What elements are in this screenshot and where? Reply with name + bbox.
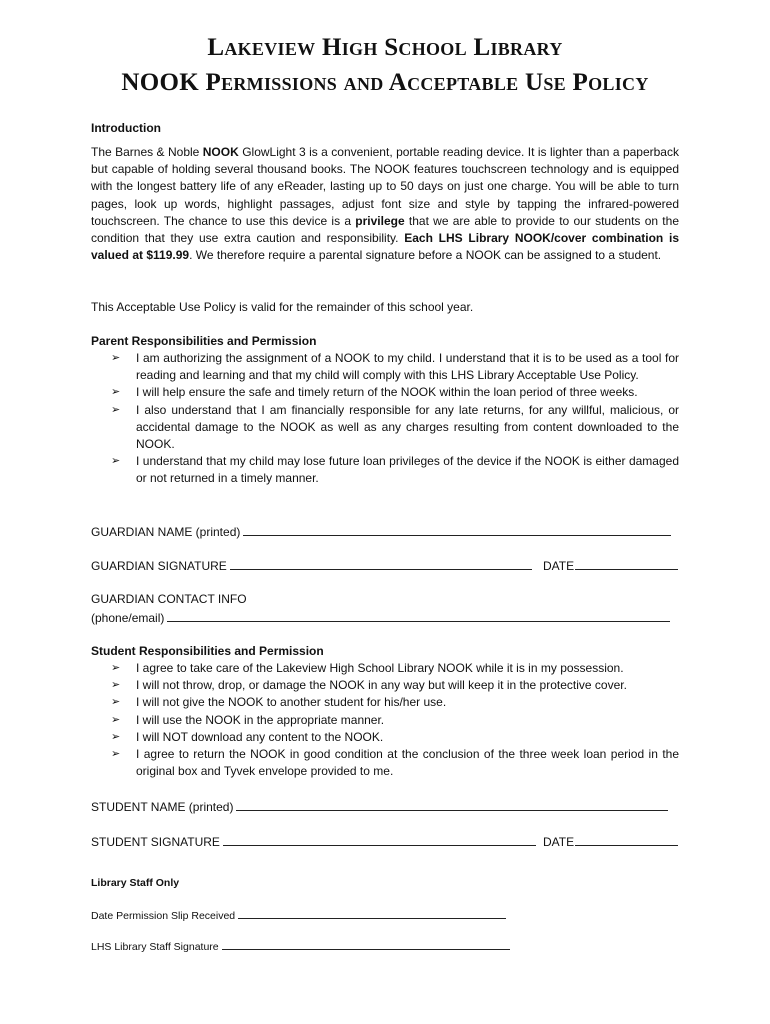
parent-responsibility-list bbox=[91, 350, 679, 488]
guardian-name-input[interactable] bbox=[243, 523, 671, 536]
list-item: ➢ I understand that my child may lose future loan privileges of the device if the NOOK is either damaged or not returned in a timely manner. bbox=[111, 454, 679, 486]
intro-text-1: The Barnes & Noble bbox=[91, 145, 203, 159]
intro-text-3: that we are able to provide to our students on the condition that they use extra caution and responsibility. bbox=[91, 213, 679, 246]
guardian-contact-label: GUARDIAN CONTACT INFO bbox=[91, 592, 247, 606]
student-name-field bbox=[91, 798, 668, 814]
list-item: ➢ I will not throw, drop, or damage the NOOK in any way but will keep it in the protective cover. bbox=[91, 677, 679, 694]
list-item: ➢ I will use the NOOK in the appropriate manner. bbox=[91, 712, 679, 729]
staff-signature-input[interactable] bbox=[222, 939, 510, 950]
staff-signature-field bbox=[91, 939, 510, 953]
list-item: ➢ I will help ensure the safe and timely return of the NOOK within the loan period of three weeks. bbox=[91, 384, 679, 401]
student-responsibility-list bbox=[91, 660, 679, 780]
guardian-signature-label: GUARDIAN SIGNATURE bbox=[91, 559, 227, 573]
student-section-heading: Student Responsibilities and Permission bbox=[91, 644, 324, 658]
arrow-bullet-icon: ➢ bbox=[111, 748, 121, 761]
list-item: ➢ I agree to return the NOOK in good condition at the conclusion of the three week loan period in the original box and Tyvek envelope provided to me. bbox=[111, 747, 679, 779]
arrow-bullet-icon: ➢ bbox=[111, 403, 121, 416]
guardian-contact-sub-label: (phone/email) bbox=[91, 611, 165, 625]
student-signature-input[interactable] bbox=[223, 833, 536, 846]
list-item: ➢ I also understand that I am financially responsible for any late returns, for any willful, malicious, or accidental damage to the NOOK as well as any charges resulting from content downloaded to the NOOK. bbox=[111, 402, 679, 452]
arrow-bullet-icon: ➢ bbox=[111, 730, 121, 743]
guardian-contact-input[interactable] bbox=[167, 609, 670, 622]
staff-signature-label: LHS Library Staff Signature bbox=[91, 941, 219, 953]
introduction-paragraph bbox=[91, 144, 679, 264]
parent-section-heading: Parent Responsibilities and Permission bbox=[91, 334, 317, 348]
guardian-name-field bbox=[91, 523, 671, 539]
arrow-bullet-icon: ➢ bbox=[111, 696, 121, 709]
validity-paragraph: This Acceptable Use Policy is valid for the remainder of this school year. bbox=[91, 300, 474, 314]
intro-text-nook: NOOK bbox=[202, 145, 239, 159]
intro-text-privilege: privilege bbox=[355, 213, 405, 228]
list-item: ➢ I will not give the NOOK to another student for his/her use. bbox=[91, 694, 679, 711]
document-title: Lakeview High School Library bbox=[207, 34, 563, 61]
student-name-input[interactable] bbox=[236, 798, 668, 811]
guardian-date-label: DATE bbox=[543, 559, 575, 573]
list-item: ➢ I will NOT download any content to the NOOK. bbox=[91, 729, 679, 746]
guardian-date-field bbox=[543, 557, 678, 573]
arrow-bullet-icon: ➢ bbox=[111, 352, 121, 364]
arrow-bullet-icon: ➢ bbox=[111, 713, 121, 726]
intro-text-value: Each LHS Library NOOK/cover combination is valued at $119.99 bbox=[91, 231, 680, 263]
permission-date-label: Date Permission Slip Received bbox=[91, 910, 236, 922]
student-signature-label: STUDENT SIGNATURE bbox=[91, 835, 220, 849]
permission-date-input[interactable] bbox=[238, 908, 506, 919]
student-date-input[interactable] bbox=[575, 833, 678, 846]
intro-text-2: GlowLight 3 is a convenient, portable reading device. It is lighter than a paperback but capable of holding several thousand books. The NOOK features touchscreen technology and is equipped with the longest battery life of any eReader, lasting up to 50 days on just one charge. You will be able to turn pages, look up words, highlight passages, adjust font size and style by tapping the infrared-powered touchscreen. The chance to use this device is a bbox=[91, 145, 679, 228]
permission-date-field bbox=[91, 908, 506, 922]
arrow-bullet-icon: ➢ bbox=[111, 455, 121, 468]
introduction-heading: Introduction bbox=[91, 121, 161, 135]
guardian-contact-field bbox=[91, 609, 670, 625]
student-name-label: STUDENT NAME (printed) bbox=[91, 800, 234, 814]
library-staff-heading: Library Staff Only bbox=[91, 877, 180, 889]
list-item: ➢ I am authorizing the assignment of a NOOK to my child. I understand that it is to be used as a tool for reading and learning and that my child will comply with this LHS Library Acceptable Use Policy. bbox=[111, 351, 679, 383]
guardian-signature-input[interactable] bbox=[230, 557, 532, 570]
student-date-label: DATE bbox=[543, 835, 575, 849]
arrow-bullet-icon: ➢ bbox=[111, 386, 121, 399]
student-date-field bbox=[543, 833, 678, 849]
intro-text-4: . We therefore require a parental signature before a NOOK can be assigned to a student. bbox=[189, 248, 662, 263]
document-subtitle: NOOK Permissions and Acceptable Use Policy bbox=[121, 69, 649, 96]
guardian-signature-field bbox=[91, 557, 532, 573]
arrow-bullet-icon: ➢ bbox=[111, 679, 121, 692]
guardian-date-input[interactable] bbox=[575, 557, 678, 570]
arrow-bullet-icon: ➢ bbox=[111, 662, 121, 674]
guardian-name-label: GUARDIAN NAME (printed) bbox=[91, 525, 241, 539]
student-signature-field bbox=[91, 833, 536, 849]
list-item: ➢ I agree to take care of the Lakeview High School Library NOOK while it is in my possession. bbox=[91, 660, 679, 677]
